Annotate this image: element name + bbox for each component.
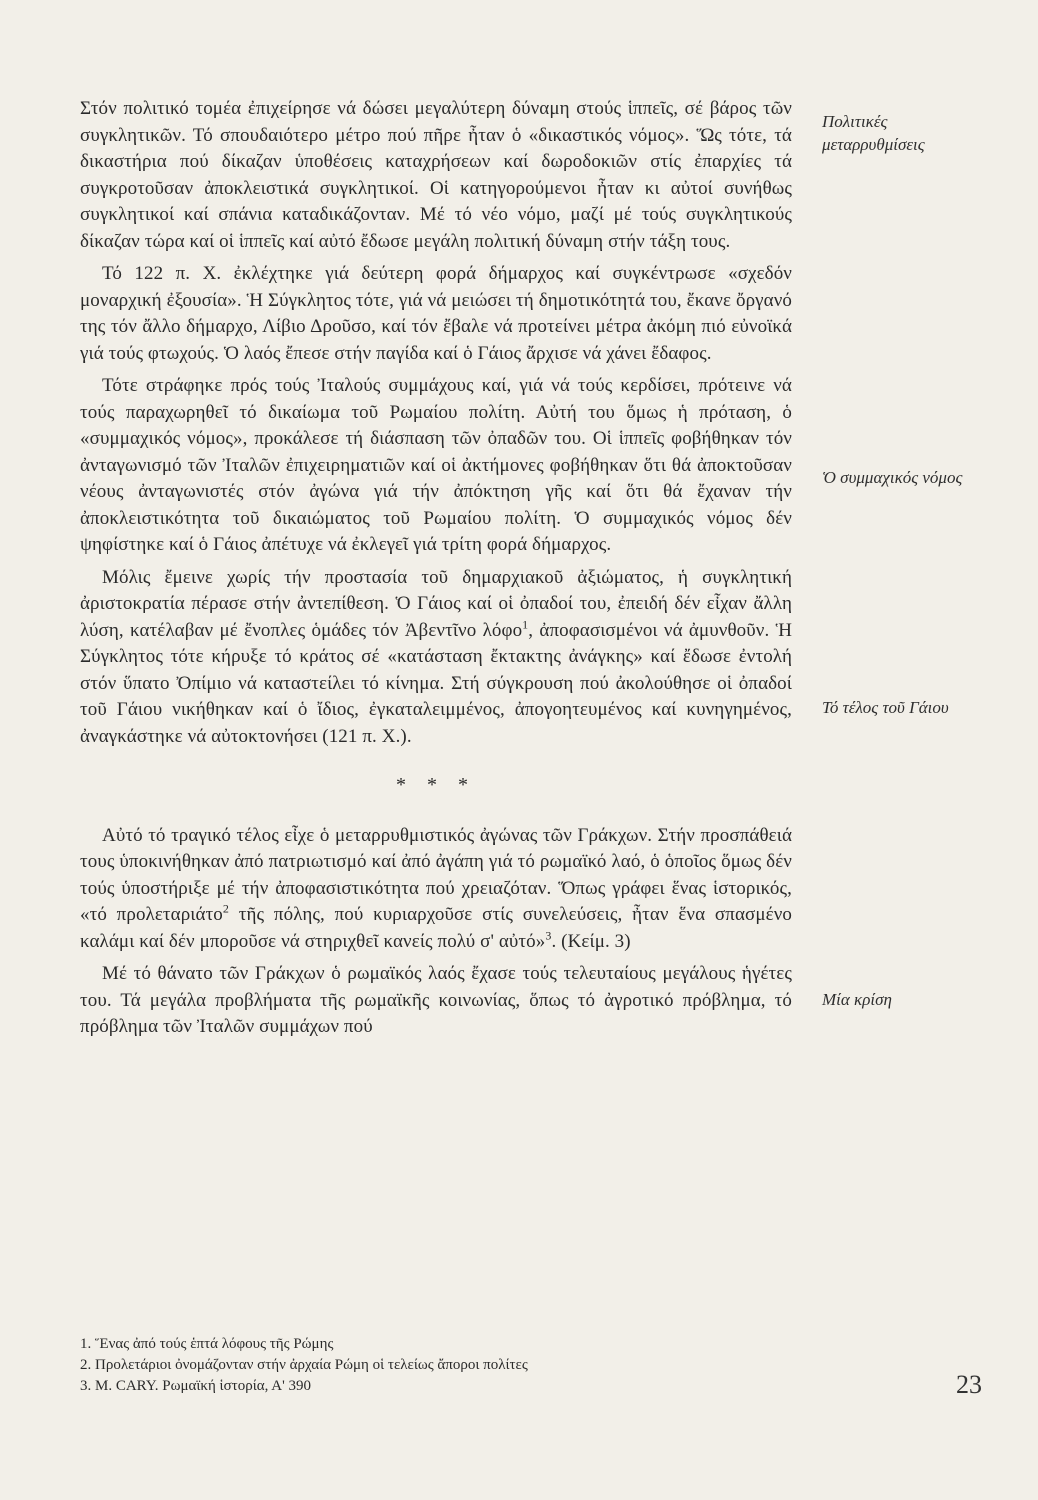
footnote-ref-3: 3 (545, 928, 552, 943)
sidenote-end-of-gaius: Τό τέλος τοῦ Γάιου (822, 698, 949, 717)
paragraph-a-judgment (80, 823, 792, 956)
end-of-gaius-text-b: , ἀποφασισμένοι νά ἀμυνθοῦν. Ἡ Σύγκλητος τότε κήρυξε τό κράτος σέ «κατάσταση ἔκτακτης ἀνάγκης» καί ἔδωσε ἐντολή στόν ὕπατο Ὀπίμιο νά καταστείλει τό κίνημα. Στή σύγκρουση πού ἀκολούθησε οἱ ὀπαδοί τοῦ Γάιου νικήθηκαν καί ὁ ἴδιος, ἐγκαταλειμμένος, ἀπογοητευμένος καί κυνηγημένος, ἀναγκάστηκε νά αὐτοκτονήσει (121 π. Χ.). (80, 619, 792, 747)
paragraph-end-of-gaius (80, 565, 792, 751)
judgment-text-b: τῆς πόλης, πού κυριαρχοῦσε στίς συνελεύσεις, ἦταν ἕνα σπασμένο καλάμι καί δέν μποροῦσε νά στηριχθεῖ κανείς πολύ σ' αὐτό» (80, 904, 793, 952)
footnotes (80, 1334, 792, 1397)
footnote-ref-1: 1 (522, 617, 529, 632)
sidenote-political-reforms: Πολιτικές μεταρρυθμίσεις (822, 112, 925, 154)
paragraph-political-reforms: Στόν πολιτικό τομέα ἐπιχείρησε νά δώσει μεγαλύτερη δύναμη στούς ἱππεῖς, σέ βάρος τῶν συγκλητικῶν. Τό σπουδαιότερο μέτρο πού πῆρε ἦταν ὁ «δικαστικός νόμος». Ὥς τότε, τά δικαστήρια πού δίκαζαν ὑποθέσεις καταχρήσεων καί δωροδοκιῶν στίς ἐπαρχίες τά συγκροτοῦσαν ἀποκλειστικά συγκλητικοί. Οἱ κατηγορούμενοι ἦταν κι αὐτοί συνήθως συγκλητικοί καί σπάνια καταδικάζονταν. Μέ τό νέο νόμο, μαζί μέ τούς συγκλητικούς δίκαζαν τώρα καί οἱ ἱππεῖς καί αὐτό ἔδωσε μεγάλη πολιτική δύναμη στήν τάξη τους. (80, 98, 792, 252)
paragraph-second-tribunate: Τό 122 π. Χ. ἐκλέχτηκε γιά δεύτερη φορά δήμαρχος καί συγκέντρωσε «σχεδόν μοναρχική ἐξουσία». Ἡ Σύγκλητος τότε, γιά νά μειώσει τή δημοτικότητά του, ἔκανε ὄργανό της τόν ἄλλο δήμαρχο, Λίβιο Δροῦσο, καί τόν ἔβαλε νά προτείνει μέτρα ἀκόμη πιό εὐνοϊκά γιά τούς φτωχούς. Ὁ λαός ἔπεσε στήν παγίδα καί ὁ Γάιος ἄρχισε νά χάνει ἔδαφος. (80, 263, 792, 364)
footnote-3: 3. M. CARY. Ρωμαϊκή ἱστορία, Α' 390 (80, 1378, 312, 1394)
footnote-1: 1. Ἕνας ἀπό τούς ἑπτά λόφους τῆς Ρώμης (80, 1336, 334, 1352)
paragraph-allied-law (80, 373, 792, 559)
allied-law-text: Τότε στράφηκε πρός τούς Ἰταλούς συμμάχους καί, γιά νά τούς κερδίσει, πρότεινε νά τούς παραχωρηθεῖ τό δικαίωμα τοῦ Ρωμαίου πολίτη. Αὐτή του ὅμως ἡ πρόταση, ὁ «συμμαχικός νόμος», προκάλεσε τή διάσπαση τῶν ὀπαδῶν του. Οἱ ἱππεῖς φοβήθηκαν τόν ἀνταγωνισμό τῶν Ἰταλῶν ἐπιχειρηματιῶν καί οἱ ἀκτήμονες φοβήθηκαν ὅτι θά ἀποκτοῦσαν νέους ἀνταγωνιστές στόν ἀγώνα γιά τήν ἀπόκτηση γῆς καί ὅτι θά ἔχαναν τήν ἀποκλειστικότητα τοῦ δικαιώματος τοῦ Ρωμαίου πολίτη. Ὁ συμμαχικός νόμος δέν ψηφίστηκε καί ὁ Γάιος ἀπέτυχε νά ἐκλεγεῖ γιά τρίτη φορά δήμαρχος. (80, 375, 792, 555)
paragraph-death-of-gracchi: Μέ τό θάνατο τῶν Γράκχων ὁ ρωμαϊκός λαός ἔχασε τούς τελευταίους μεγάλους ἡγέτες του. Τά μεγάλα προβλήματα τῆς ρωμαϊκῆς κοινωνίας, ὅπως τό ἀγροτικό πρόβλημα, τό πρόβλημα τῶν Ἰταλῶν συμμάχων πού (80, 963, 792, 1037)
section-divider-stars: * * * (396, 774, 476, 796)
main-text-column (80, 96, 792, 1041)
footnote-ref-2: 2 (222, 901, 230, 916)
end-of-gaius-text-a: Μόλις ἔμεινε χωρίς τήν προστασία τοῦ δημαρχιακοῦ ἀξιώματος, ἡ συγκλητική ἀριστοκρατία πέρασε στήν ἀντεπίθεση. Ὁ Γάιος καί οἱ ὀπαδοί του, ἐπειδή δέν εἶχαν ἄλλη λύση, κατέλαβαν μέ ἔνοπλες ὁμάδες τόν Ἀβεντῖνο λόφο (80, 566, 792, 641)
page-number: 23 (956, 1370, 982, 1399)
sidenote-a-judgment: Μία κρίση (822, 990, 892, 1009)
sidenote-allied-law: Ὁ συμμαχικός νόμος (822, 468, 963, 487)
judgment-text-a: Αὐτό τό τραγικό τέλος εἶχε ὁ μεταρρυθμιστικός ἀγώνας τῶν Γράκχων. Στήν προσπάθειά τους ὑποκινήθηκαν ἀπό πατριωτισμό καί ἀπό ἀγάπη γιά τό ρωμαϊκό λαό, ὁ ὁποῖος ὅμως δέν τούς ὑποστήριξε μέ τήν ἀποφασιστικότητα πού χρειαζόταν. Ὅπως γράφει ἕνας ἱστορικός, «τό προλεταριάτο (80, 824, 792, 925)
footnote-2: 2. Προλετάριοι ὀνομάζονταν στήν ἀρχαία Ρώμη οἱ τελείως ἄποροι πολίτες (80, 1357, 528, 1373)
judgment-text-c: . (Κείμ. 3) (551, 930, 631, 952)
